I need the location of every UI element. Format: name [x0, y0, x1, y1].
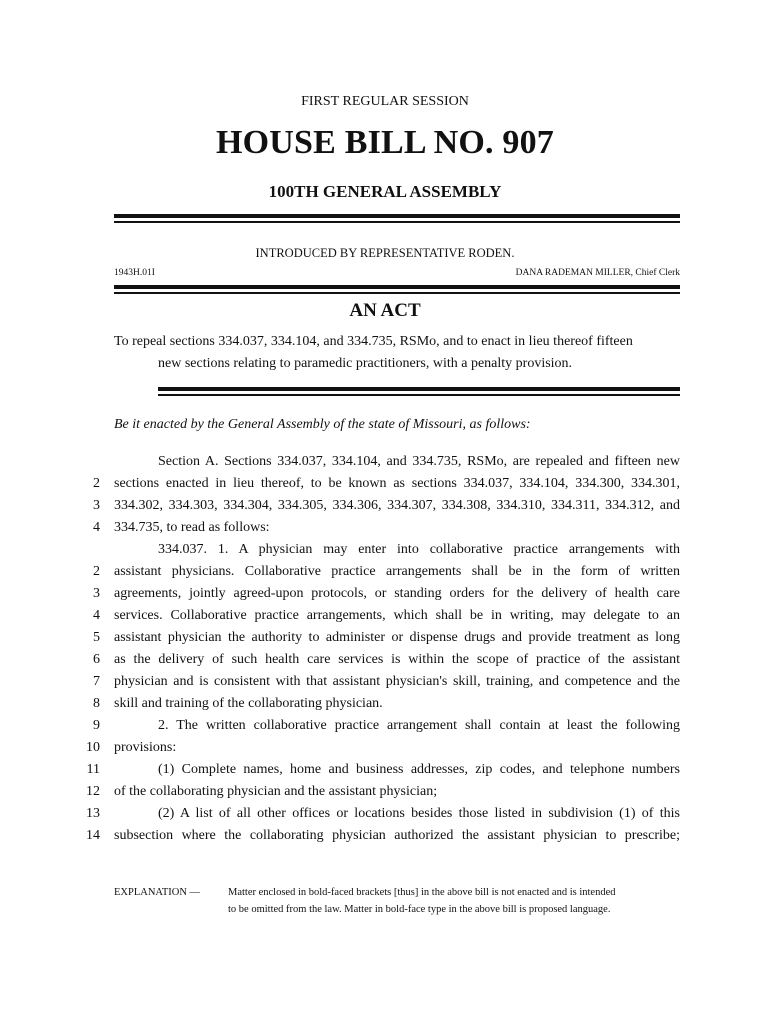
assembly-label: 100TH GENERAL ASSEMBLY — [268, 182, 502, 201]
bill-line: 12 of the collaborating physician and the assistant physician; — [86, 784, 438, 799]
bill-line: 7 physician and is consistent with that assistant physician's skill, training, and competence and the — [93, 674, 680, 689]
bill-line: 14 subsection where the collaborating physician authorized the assistant physician to prescribe; — [86, 828, 680, 843]
bill-line: 5 assistant physician the authority to administer or dispense drugs and provide treatment as long — [93, 630, 680, 645]
introduced-by: INTRODUCED BY REPRESENTATIVE RODEN. — [255, 246, 515, 260]
bill-line: 10 provisions: — [86, 740, 177, 755]
bill-line: 3 334.302, 334.303, 334.304, 334.305, 334.306, 334.307, 334.308, 334.310, 334.311, 334.312, and — [93, 498, 680, 513]
bill-line: 6 as the delivery of such health care services is within the scope of practice of the assistant — [93, 652, 680, 667]
bill-meta — [114, 268, 680, 278]
bill-line: 8 skill and training of the collaborating physician. — [93, 696, 383, 711]
act-heading: AN ACT — [349, 300, 421, 321]
top-rule-thin — [114, 221, 680, 223]
enacting-clause: Be it enacted by the General Assembly of the state of Missouri, as follows: — [114, 417, 531, 432]
bill-line: Section A. Sections 334.037, 334.104, and 334.735, RSMo, are repealed and fifteen new — [158, 454, 680, 469]
explanation-text — [228, 884, 684, 918]
session-label: FIRST REGULAR SESSION — [301, 94, 469, 109]
act-purpose-line-1: To repeal sections 334.037, 334.104, and 334.735, RSMo, and to enact in lieu thereof fifteen — [114, 334, 633, 349]
top-rule-thick — [114, 214, 680, 218]
purpose-rule-thick — [158, 387, 680, 391]
bill-line: 334.037. 1. A physician may enter into collaborative practice arrangements with — [158, 542, 680, 557]
bill-title: HOUSE BILL NO. 907 — [215, 124, 555, 161]
explanation-label: EXPLANATION — — [114, 887, 201, 898]
bill-line: 13 (2) A list of all other offices or locations besides those listed in subdivision (1) of this — [86, 806, 680, 821]
bill-code: 1943H.01I — [114, 268, 155, 278]
bill-line: 2 sections enacted in lieu thereof, to be known as sections 334.037, 334.104, 334.300, 334.301, — [93, 476, 680, 491]
bill-line: 9 2. The written collaborative practice arrangement shall contain at least the following — [93, 718, 680, 733]
explanation-line-2: to be omitted from the law. Matter in bold-face type in the above bill is proposed language. — [228, 904, 611, 915]
bill-line: 3 agreements, jointly agreed-upon protocols, or standing orders for the delivery of health care — [93, 586, 680, 601]
bill-line: 4 334.735, to read as follows: — [93, 520, 270, 535]
bill-line: 2 assistant physicians. Collaborative practice arrangements shall be in the form of written — [93, 564, 680, 579]
mid-rule-thick — [114, 285, 680, 289]
bill-line: 11 (1) Complete names, home and business addresses, zip codes, and telephone numbers — [86, 762, 680, 777]
act-purpose — [114, 331, 680, 375]
act-purpose-line-2: new sections relating to paramedic practitioners, with a penalty provision. — [158, 356, 573, 371]
bill-body — [0, 451, 770, 847]
chief-clerk: DANA RADEMAN MILLER, Chief Clerk — [515, 268, 680, 278]
explanation-line-1: Matter enclosed in bold-faced brackets [thus] in the above bill is not enacted and is intended — [228, 887, 616, 898]
mid-rule-thin — [114, 292, 680, 294]
purpose-rule-thin — [158, 394, 680, 396]
bill-line: 4 services. Collaborative practice arrangements, which shall be in writing, may delegate to an — [93, 608, 680, 623]
